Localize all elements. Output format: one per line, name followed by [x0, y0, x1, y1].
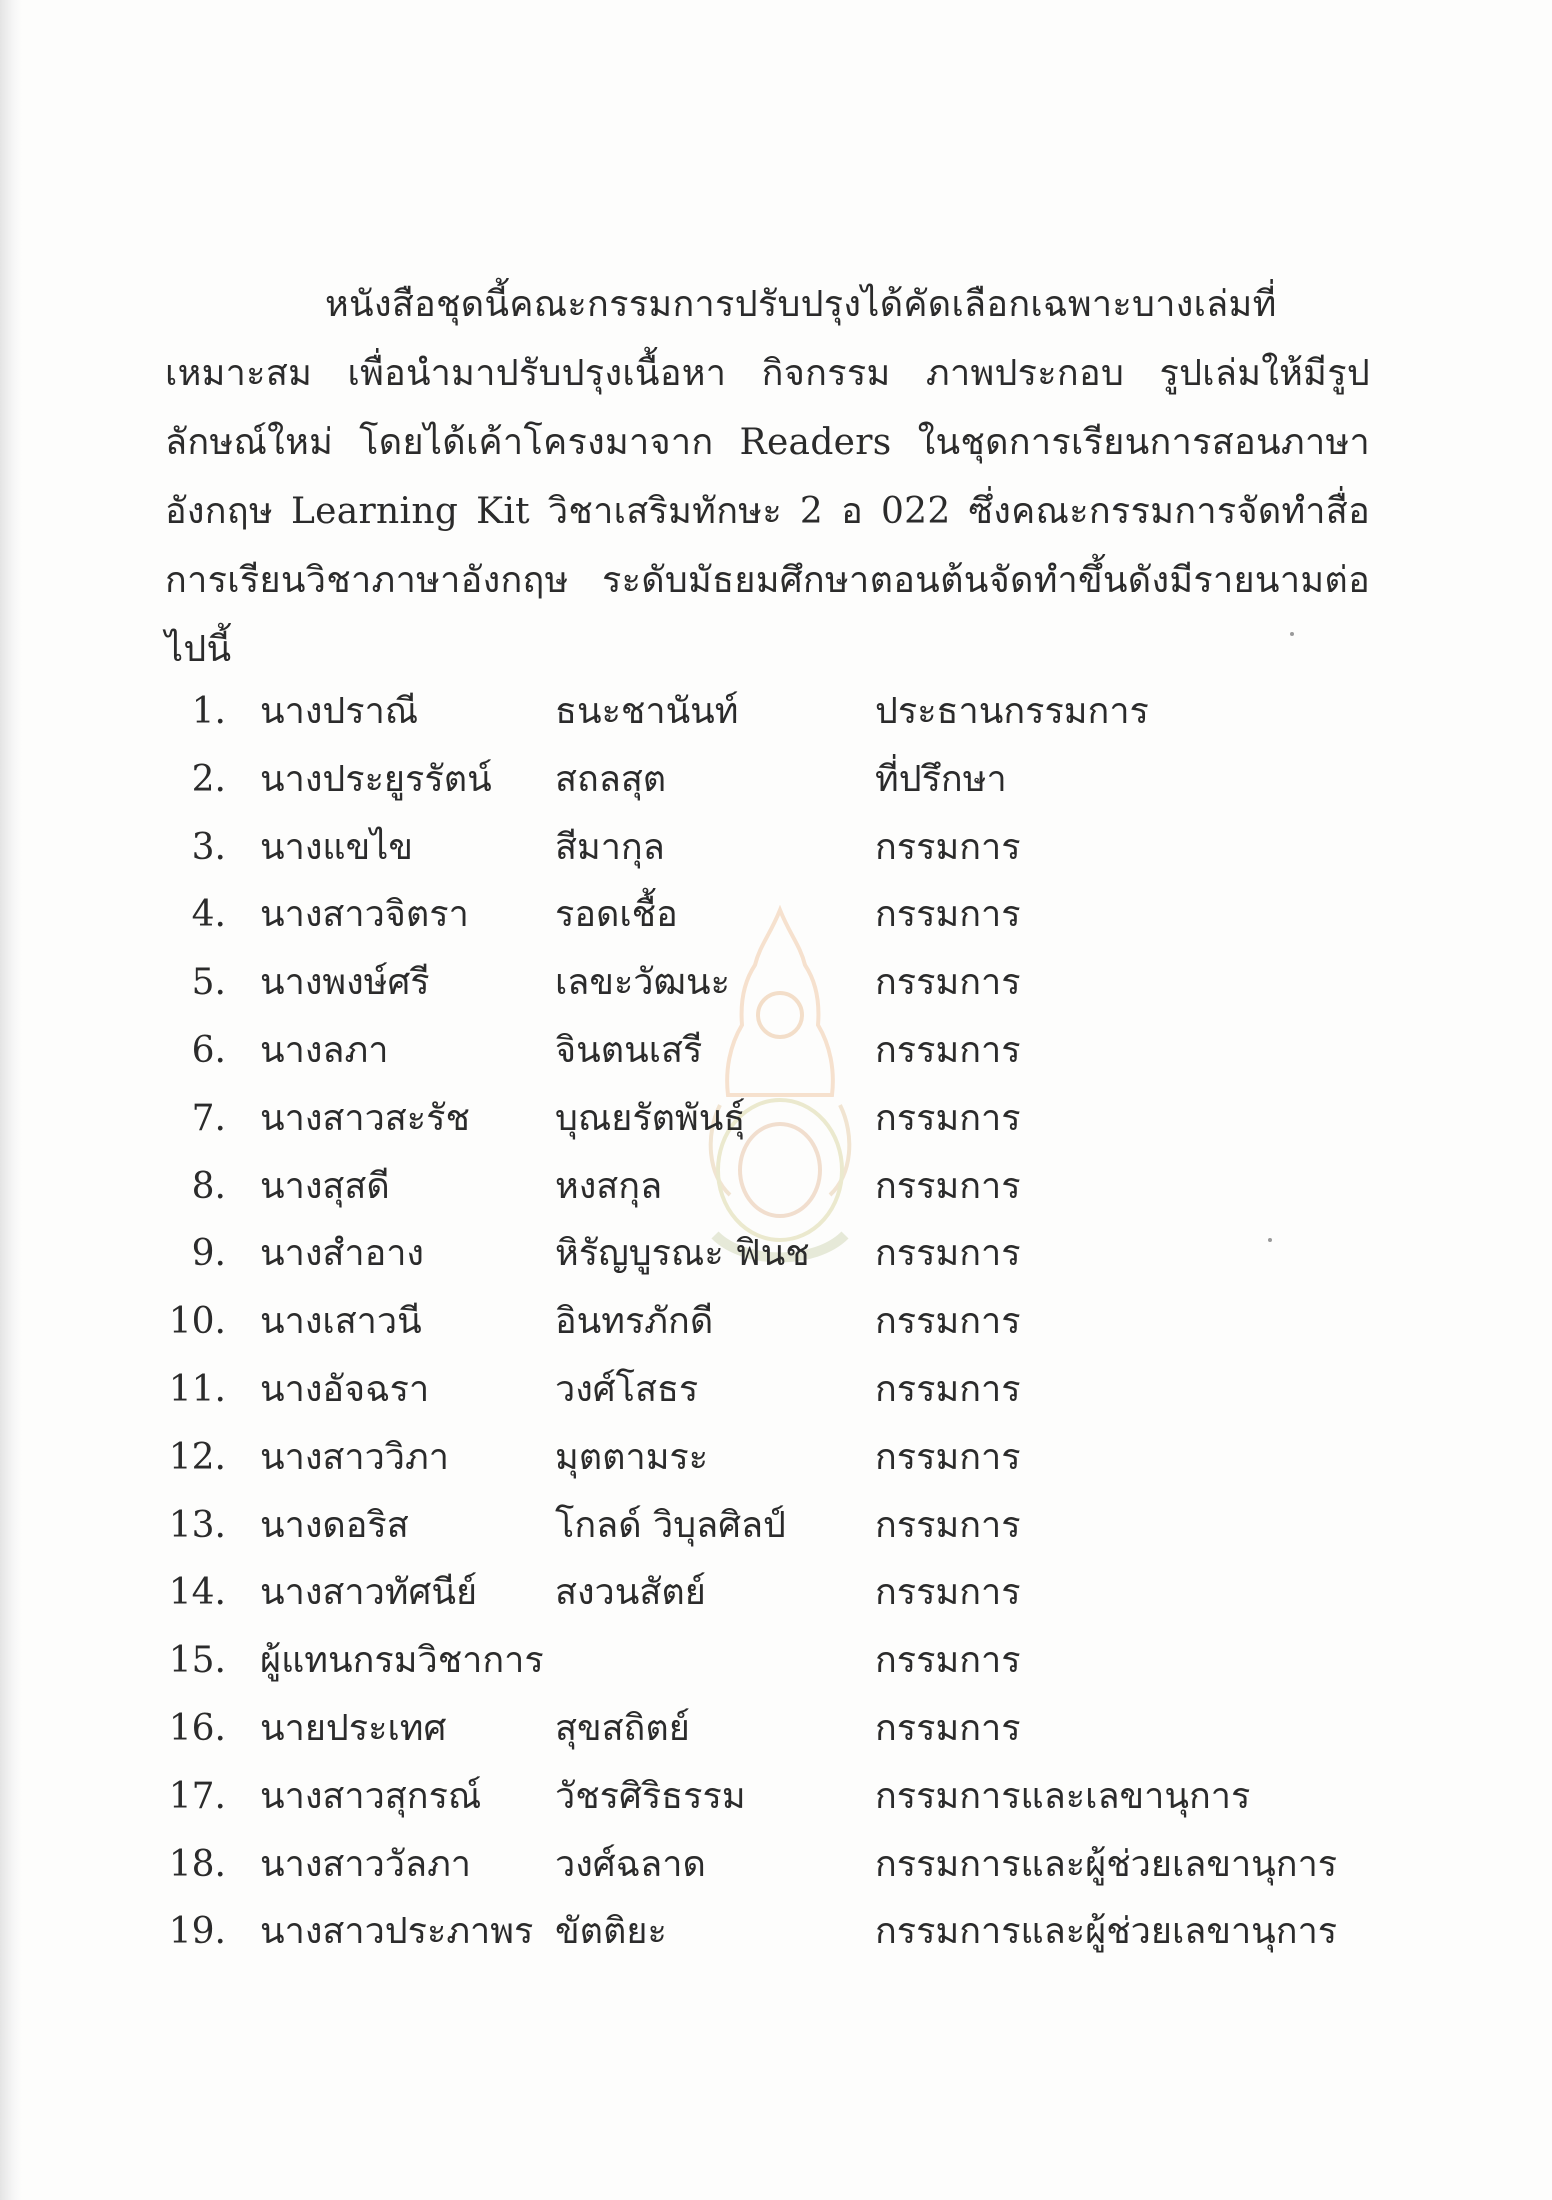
- member-role: กรรมการ: [875, 1572, 1021, 1614]
- committee-member-row: [160, 1288, 1410, 1356]
- committee-member-row: [160, 746, 1410, 814]
- member-role: กรรมการและเลขานุการ: [875, 1775, 1251, 1817]
- member-role: กรรมการ: [875, 1097, 1021, 1139]
- committee-member-row: [160, 949, 1410, 1017]
- member-number: 10.: [168, 1301, 226, 1343]
- member-role: กรรมการและผู้ช่วยเลขานุการ: [875, 1911, 1338, 1953]
- member-number: 2.: [191, 758, 226, 800]
- member-number: 12.: [168, 1436, 226, 1478]
- member-surname: โกลด์ วิบุลศิลป์: [555, 1504, 786, 1546]
- member-surname: มุตตามระ: [555, 1436, 709, 1478]
- scan-speck: [1290, 632, 1294, 636]
- page-edge-shadow: [0, 0, 22, 2200]
- member-given-name: นางสาวทัศนีย์: [260, 1572, 478, 1614]
- committee-member-row: [160, 1153, 1410, 1221]
- member-number: 19.: [168, 1911, 226, 1953]
- member-given-name: นางสาวสุกรณ์: [260, 1775, 482, 1817]
- member-given-name: นางดอริส: [260, 1504, 409, 1546]
- member-number: 4.: [191, 894, 226, 936]
- committee-member-row: [160, 678, 1410, 746]
- member-number: 8.: [191, 1165, 226, 1207]
- member-surname: จินตนเสรี: [555, 1029, 703, 1071]
- member-given-name: นางสุสดี: [260, 1165, 390, 1207]
- committee-member-row: [160, 1627, 1410, 1695]
- member-given-name: นางเสาวนี: [260, 1301, 422, 1343]
- committee-list: [160, 678, 1410, 1966]
- member-given-name: ผู้แทนกรมวิชาการ: [260, 1640, 544, 1682]
- member-role: กรรมการ: [875, 1165, 1021, 1207]
- committee-member-row: [160, 1695, 1410, 1763]
- member-role: กรรมการ: [875, 1436, 1021, 1478]
- committee-member-row: [160, 1492, 1410, 1560]
- member-given-name: นางพงษ์ศรี: [260, 962, 430, 1004]
- member-given-name: นางอัจฉรา: [260, 1368, 430, 1410]
- member-number: 9.: [191, 1233, 226, 1275]
- member-role: กรรมการ: [875, 1233, 1021, 1275]
- member-role: กรรมการ: [875, 1301, 1021, 1343]
- member-number: 1.: [191, 691, 226, 732]
- member-role: ที่ปรึกษา: [875, 758, 1007, 800]
- member-number: 3.: [191, 826, 226, 868]
- member-surname: รอดเชื้อ: [555, 894, 678, 936]
- member-role: กรรมการ: [875, 1029, 1021, 1071]
- committee-member-row: [160, 1424, 1410, 1492]
- member-given-name: นางสาวสะรัช: [260, 1097, 470, 1139]
- committee-member-row: [160, 1763, 1410, 1831]
- member-role: กรรมการ: [875, 894, 1021, 936]
- member-number: 17.: [168, 1775, 226, 1817]
- member-surname: เลขะวัฒนะ: [555, 962, 730, 1004]
- member-given-name: นางสาววัลภา: [260, 1843, 472, 1885]
- member-surname: หิรัญบูรณะ ฟินช: [555, 1233, 810, 1275]
- member-surname: ธนะชานันท์: [555, 691, 739, 732]
- member-role: กรรมการ: [875, 1368, 1021, 1410]
- member-given-name: นางสาวจิตรา: [260, 894, 469, 936]
- member-given-name: นางแขไข: [260, 826, 413, 868]
- member-number: 13.: [168, 1504, 226, 1546]
- committee-member-row: [160, 1898, 1410, 1966]
- scan-speck: [1268, 1238, 1272, 1242]
- committee-member-row: [160, 1356, 1410, 1424]
- member-surname: สงวนสัตย์: [555, 1572, 706, 1614]
- committee-member-row: [160, 1559, 1410, 1627]
- member-given-name: นางลภา: [260, 1029, 389, 1071]
- committee-member-row: [160, 881, 1410, 949]
- member-surname: หงสกุล: [555, 1165, 663, 1207]
- member-surname: สีมากุล: [555, 826, 665, 868]
- committee-member-row: [160, 1831, 1410, 1899]
- committee-member-row: [160, 1220, 1410, 1288]
- committee-member-row: [160, 1017, 1410, 1085]
- member-number: 15.: [168, 1640, 226, 1682]
- member-role: กรรมการและผู้ช่วยเลขานุการ: [875, 1843, 1338, 1885]
- member-surname: วงศ์โสธร: [555, 1368, 699, 1410]
- member-number: 14.: [168, 1572, 226, 1614]
- member-surname: บุณยรัตพันธุ์: [555, 1097, 746, 1139]
- committee-member-row: [160, 814, 1410, 882]
- member-given-name: นางสาววิภา: [260, 1436, 449, 1478]
- member-surname: วัชรศิริธรรม: [555, 1775, 746, 1817]
- member-role: กรรมการ: [875, 826, 1021, 868]
- member-role: กรรมการ: [875, 1707, 1021, 1749]
- member-surname: อินทรภักดี: [555, 1301, 714, 1343]
- member-number: 5.: [191, 962, 226, 1004]
- member-surname: วงศ์ฉลาด: [555, 1843, 706, 1885]
- member-number: 11.: [168, 1368, 226, 1410]
- member-role: กรรมการ: [875, 962, 1021, 1004]
- member-given-name: นางสำอาง: [260, 1233, 425, 1275]
- member-role: กรรมการ: [875, 1640, 1021, 1682]
- member-given-name: นางปราณี: [260, 691, 419, 732]
- member-number: 16.: [168, 1707, 226, 1749]
- member-given-name: นายประเทศ: [260, 1707, 447, 1749]
- member-role: กรรมการ: [875, 1504, 1021, 1546]
- member-number: 6.: [191, 1029, 226, 1071]
- member-given-name: นางสาวประภาพร: [260, 1911, 534, 1953]
- member-surname: สุขสถิตย์: [555, 1707, 690, 1749]
- intro-paragraph: หนังสือชุดนี้คณะกรรมการปรับปรุงได้คัดเลือกเฉพาะบางเล่มที่เหมาะสม เพื่อนำมาปรับปรุงเนื้อหา กิจกรรม ภาพประกอบ รูปเล่มให้มีรูปลักษณ์ใหม่ โดยได้เค้าโครงมาจาก Readers ในชุดการเรียนการสอนภาษาอังกฤษ Learning Kit วิชาเสริมทักษะ 2 อ 022 ซึ่งคณะกรรมการจัดทำสื่อการเรียนวิชาภาษาอังกฤษ ระดับมัธยมศึกษาตอนต้นจัดทำขึ้นดังมีรายนามต่อไปนี้: [165, 284, 1370, 670]
- member-surname: ขัตติยะ: [555, 1911, 667, 1953]
- committee-member-row: [160, 1085, 1410, 1153]
- member-role: ประธานกรรมการ: [875, 691, 1149, 732]
- member-given-name: นางประยูรรัตน์: [260, 758, 492, 800]
- member-number: 7.: [191, 1097, 226, 1139]
- member-number: 18.: [168, 1843, 226, 1885]
- member-surname: สถลสุต: [555, 758, 667, 800]
